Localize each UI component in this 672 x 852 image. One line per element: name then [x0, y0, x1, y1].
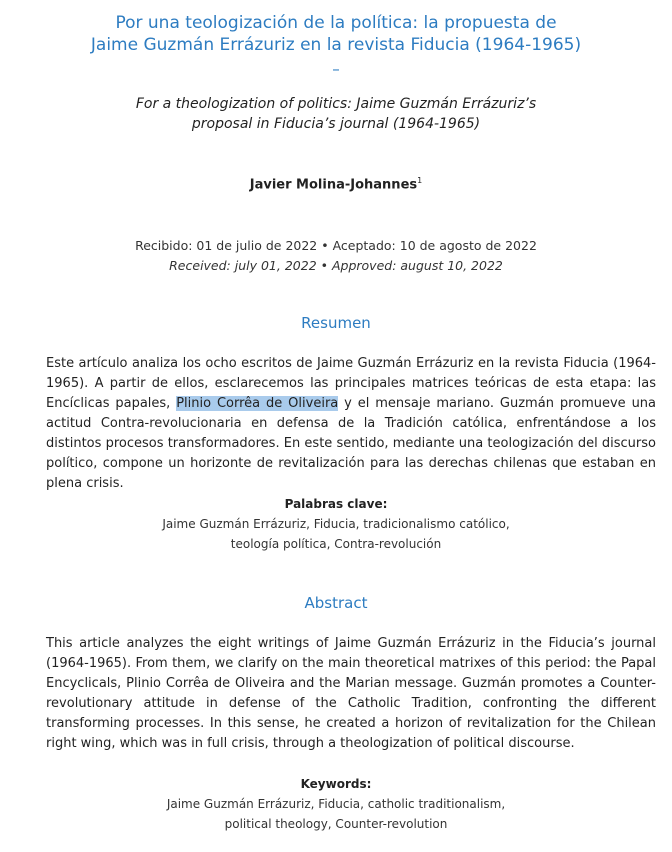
palabras-clave-line-2: teología política, Contra-revolución	[230, 537, 442, 551]
palabras-clave-line-1: Jaime Guzmán Errázuriz, Fiducia, tradicionalismo católico,	[162, 517, 510, 531]
english-title-line-1: For a theologization of politics: Jaime Guzmán Errázuriz’s	[135, 96, 537, 112]
resumen-paragraph	[46, 354, 656, 494]
keywords-line-1: Jaime Guzmán Errázuriz, Fiducia, catholic traditionalism,	[166, 797, 506, 811]
dates-spanish: Recibido: 01 de julio de 2022 • Aceptado: 10 de agosto de 2022	[135, 238, 537, 253]
palabras-clave-text	[0, 514, 672, 554]
article-title	[0, 12, 672, 56]
english-title	[0, 94, 672, 134]
title-separator: –	[332, 60, 340, 78]
palabras-clave-label: Palabras clave:	[284, 497, 388, 511]
keywords-label: Keywords:	[300, 777, 372, 791]
abstract-heading: Abstract	[304, 594, 368, 612]
dates-english: Received: july 01, 2022 • Approved: august 10, 2022	[169, 258, 503, 273]
highlighted-text[interactable]: Plinio Corrêa de Oliveira	[176, 396, 339, 411]
dates-block	[0, 236, 672, 276]
keywords-line-2: political theology, Counter-revolution	[224, 817, 448, 831]
author-footnote-marker[interactable]: 1	[417, 176, 423, 185]
title-line-1: Por una teologización de la política: la propuesta de	[115, 13, 557, 33]
title-line-2: Jaime Guzmán Errázuriz en la revista Fiducia (1964-1965)	[90, 35, 582, 55]
resumen-heading: Resumen	[301, 314, 371, 332]
keywords-text	[0, 794, 672, 834]
english-title-line-2: proposal in Fiducia’s journal (1964-1965)	[191, 116, 481, 132]
resumen-text-after: y el mensaje mariano. Guzmán promueve una actitud Contra-revolucionaria en defensa de la Tradición católica, enfrentándose a los distintos procesos transformadores. En este sentido, mediante una teologización del discurso político, compone un horizonte de revitalización para las derechas chilenas que estaban en plena crisis.	[46, 396, 657, 491]
resumen-text-before: Este artículo analiza los ocho escritos de Jaime Guzmán Errázuriz en la revista Fiducia (1964-1965). A partir de ellos, esclarecemos las principales matrices teóricas de esta etapa: las Encíclicas papales,	[46, 356, 656, 411]
abstract-paragraph: This article analyzes the eight writings of Jaime Guzmán Errázuriz in the Fiducia’s journal (1964-1965). From them, we clarify on the main theoretical matrixes of this period: the Papal Encyclicals, Plinio Corrêa de Oliveira and the Marian message. Guzmán promotes a Counter-revolutionary attitude in defense of the Catholic Tradition, confronting the different transforming processes. In this sense, he created a horizon of revitalization for the Chilean right wing, which was in full crisis, through a theologization of political discourse.	[46, 636, 656, 751]
author	[0, 176, 672, 192]
author-name: Javier Molina-Johannes	[249, 177, 418, 193]
